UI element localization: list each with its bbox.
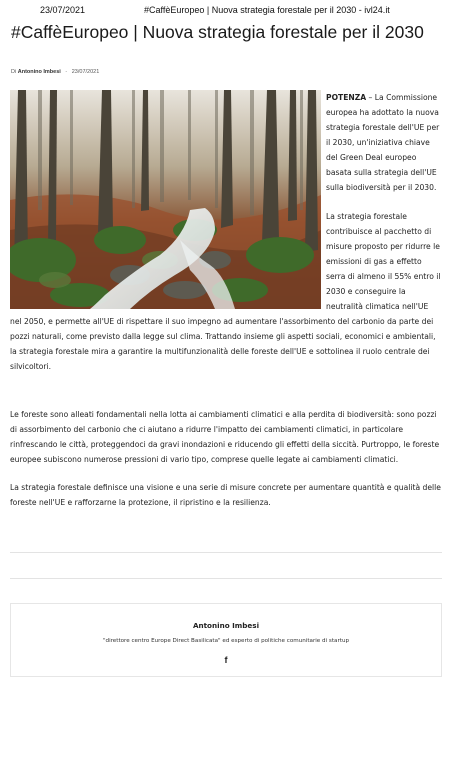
byline xyxy=(11,69,99,75)
byline-date: 23/07/2021 xyxy=(71,69,100,75)
print-header xyxy=(0,4,453,18)
article-paragraph-1: POTENZA – La Commissione europea ha adottato la nuova strategia forestale dell'UE per il 2030, un'iniziativa chiave del Green Deal europeo basata sulla strategia dell'UE sulla biodiversità per il 2030. xyxy=(326,93,440,192)
author-box xyxy=(10,603,442,677)
divider xyxy=(10,578,442,579)
byline-prefix: Di xyxy=(11,69,17,75)
facebook-icon[interactable]: f xyxy=(224,655,228,665)
byline-author-link[interactable]: Antonino Imbesi xyxy=(17,69,61,75)
article-paragraph-2: La strategia forestale contribuisce al pacchetto di misure proposto per ridurre le emissioni di gas a effetto serra di almeno il 55% entro il 2030 e conseguire la neutralità climatica nell'UE nel 2050, e permette all'UE di rispettare il suo impegno ad aumentare l'assorbimento del carbonio da parte dei pozzi naturali, come previsto dalla legge sul clima. Trattando insieme gli aspetti sociali, economici e ambientali, la strategia forestale mira a garantire la multifunzionalità delle foreste dell'UE e sottolinea il ruolo centrale dei silvicoltori. xyxy=(10,212,441,371)
print-page-title: #CaffèEuropeo | Nuova strategia forestale per il 2030 - ivl24.it xyxy=(144,5,390,15)
article-paragraph-3: Le foreste sono alleati fondamentali nella lotta ai cambiamenti climatici e alla perdita di biodiversità: sono pozzi di assorbimento del carbonio che ci aiutano a ridurre l'impatto dei cambiamenti climatici, in particolare rinfrescando le città, proteggendoci da gravi inondazioni e riducendo gli effetti della siccità. Purtroppo, le foreste europee subiscono numerose pressioni di vario tipo, comprese quelle legate ai cambiamenti climatici. xyxy=(10,410,440,464)
byline-separator: - xyxy=(65,69,68,75)
article-title: #CaffèEuropeo | Nuova strategia forestale per il 2030 xyxy=(11,22,424,42)
divider xyxy=(10,552,442,553)
article-lead: POTENZA xyxy=(326,93,367,102)
author-box-bio: "direttore centro Europe Direct Basilicata" ed esperto di politiche comunitarie di startup xyxy=(102,638,350,644)
article-body xyxy=(10,90,442,510)
print-date: 23/07/2021 xyxy=(40,5,86,15)
author-box-name: Antonino Imbesi xyxy=(192,621,260,630)
article-paragraph-4: La strategia forestale definisce una visione e una serie di misure concrete per aumentare quantità e qualità delle foreste nell'UE e rafforzarne la protezione, il ripristino e la resilienza. xyxy=(10,483,441,507)
